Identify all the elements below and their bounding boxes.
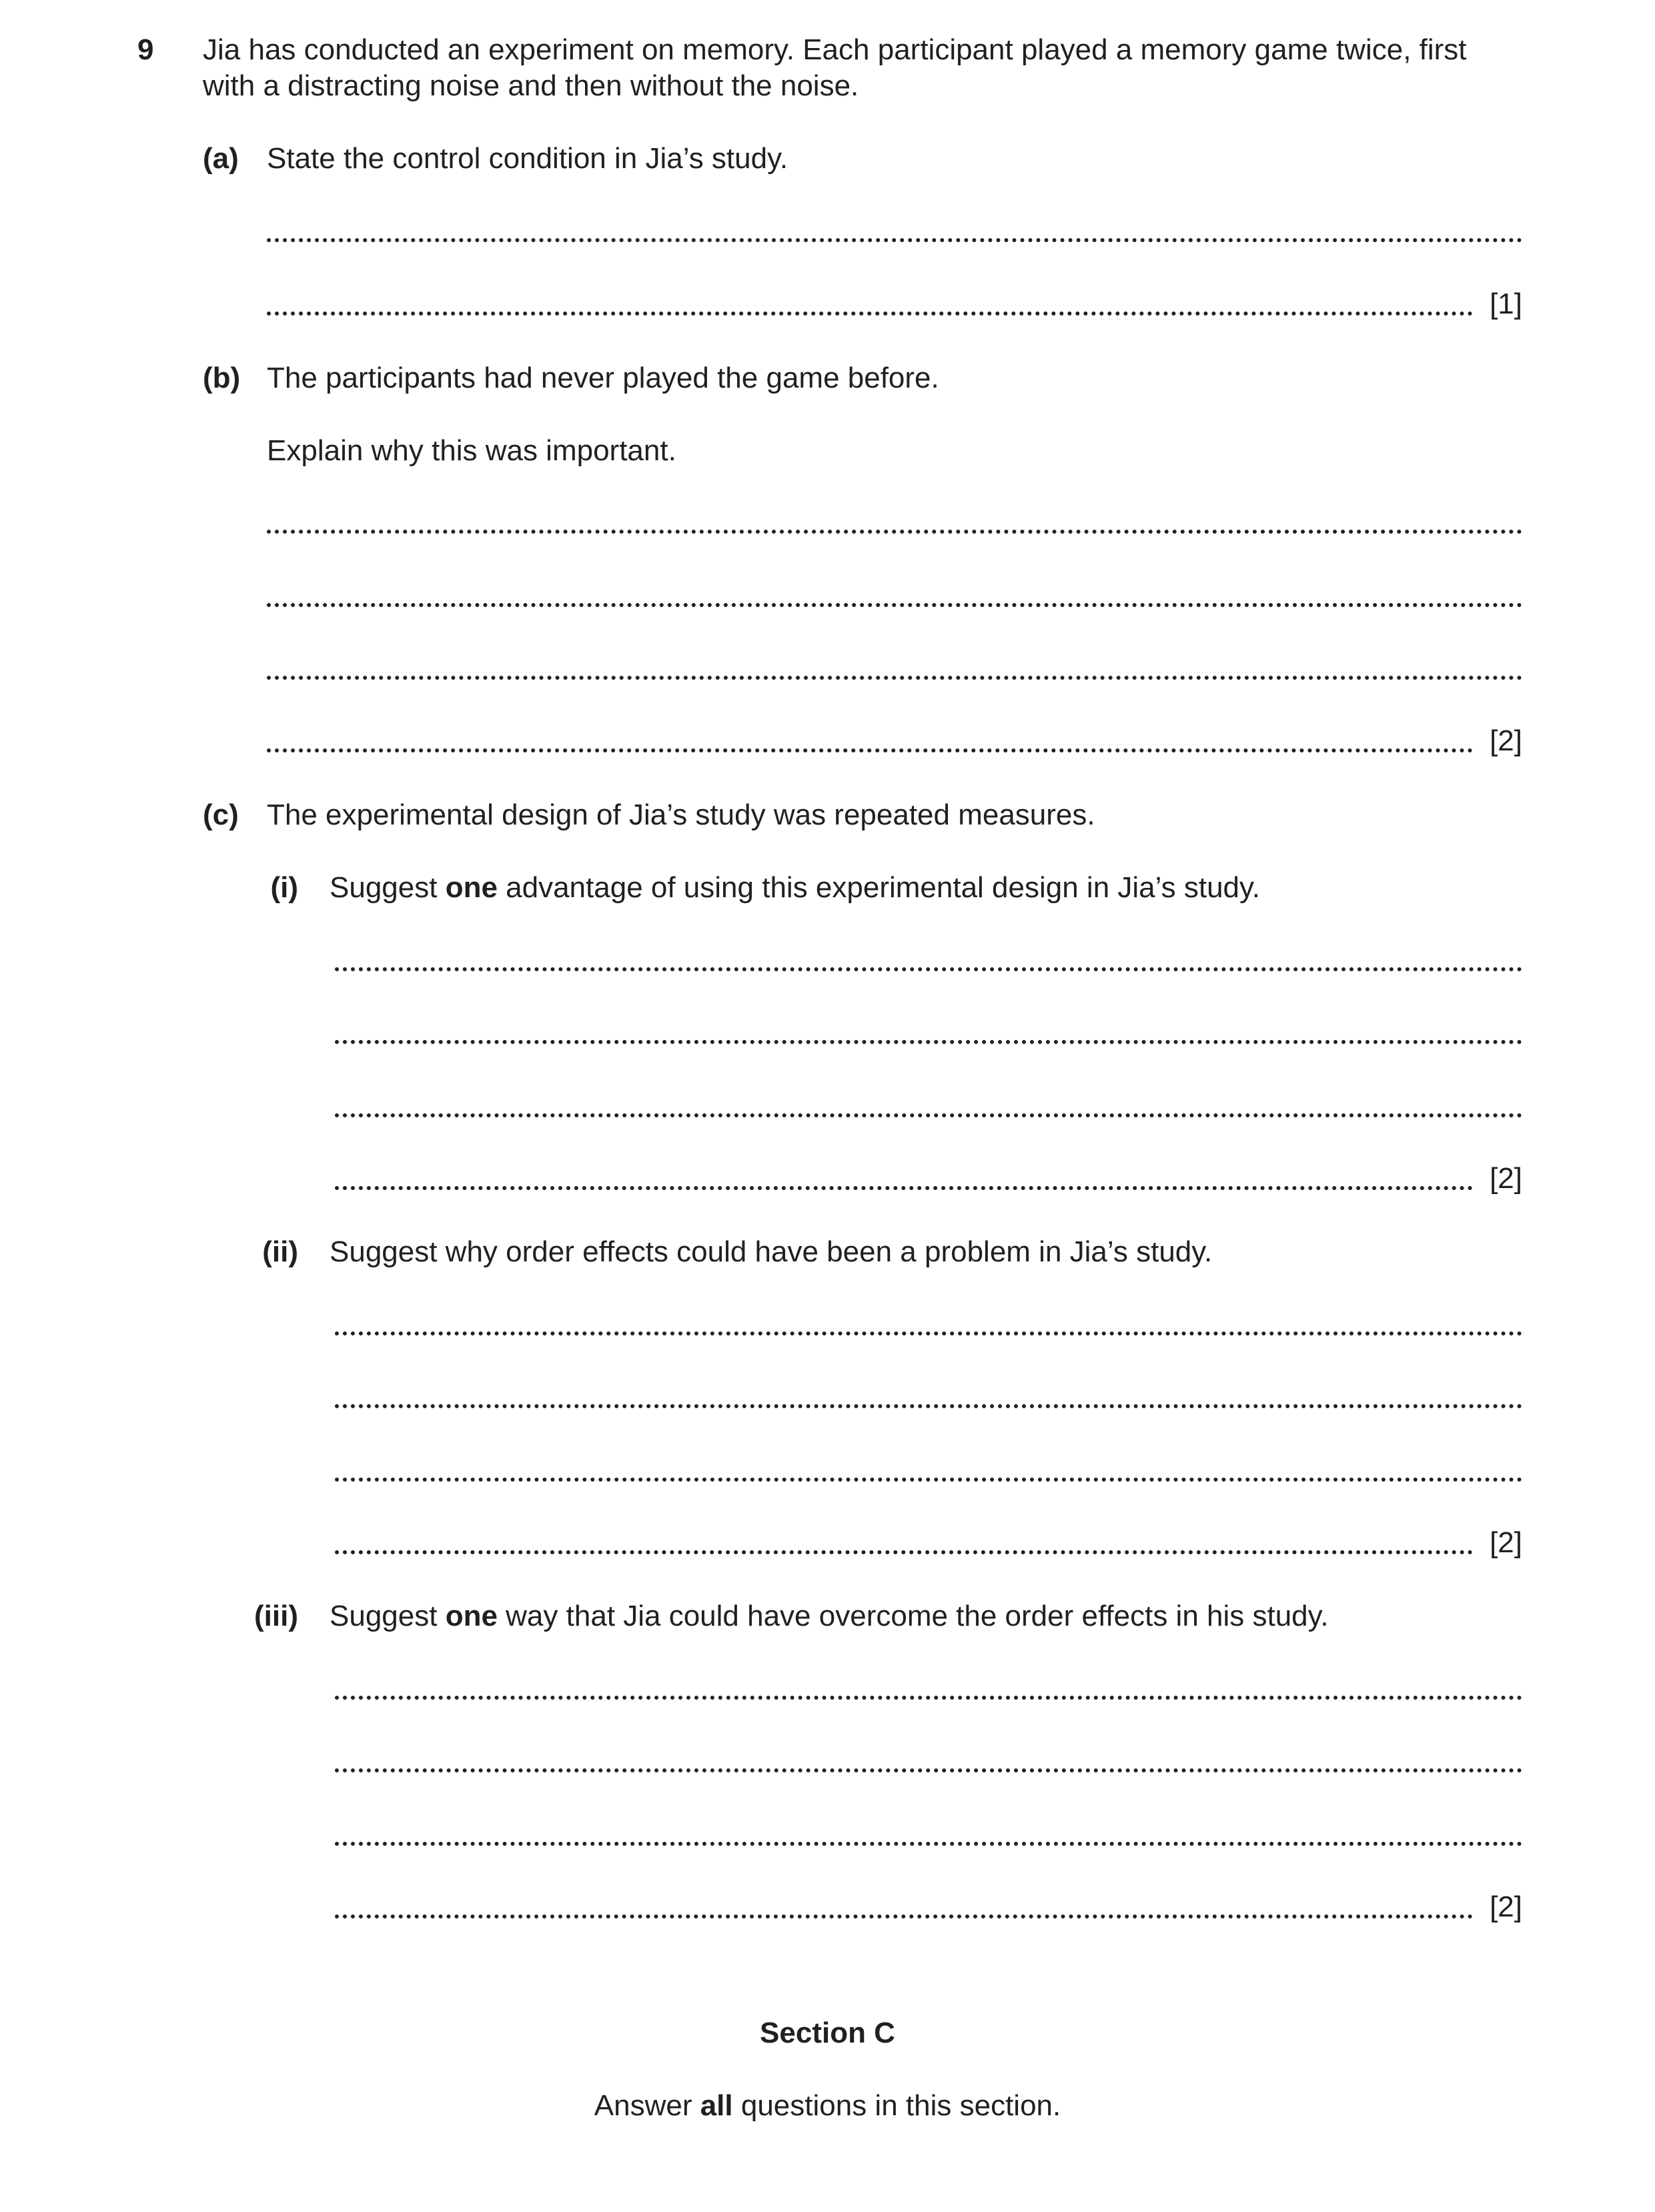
answer-line-c-ii-2[interactable]: [335, 1404, 1522, 1408]
answer-line-c-ii-4[interactable]: [335, 1550, 1473, 1554]
question-stem-line-1: Jia has conducted an experiment on memory. Each participant played a memory game twice, first: [203, 33, 1467, 66]
answer-line-c-iii-2[interactable]: [335, 1768, 1522, 1772]
answer-line-c-iii-3[interactable]: [335, 1842, 1522, 1846]
answer-line-b-2[interactable]: [267, 603, 1522, 607]
part-c-text: The experimental design of Jia’s study was repeated measures.: [267, 798, 1095, 831]
part-c-ii-marks: [2]: [1490, 1526, 1522, 1559]
part-c-ii-text: Suggest why order effects could have been a problem in Jia’s study.: [330, 1235, 1213, 1268]
answer-line-b-3[interactable]: [267, 676, 1522, 680]
question-stem-line-2: with a distracting noise and then without the noise.: [203, 69, 859, 102]
answer-line-a-2[interactable]: [267, 312, 1473, 316]
part-c-label: (c): [203, 798, 239, 831]
part-a-label: (a): [203, 142, 239, 175]
part-b-marks: [2]: [1490, 724, 1522, 757]
part-b-text-2: Explain why this was important.: [267, 434, 676, 467]
part-a-marks: [1]: [1490, 288, 1522, 320]
part-c-i-marks: [2]: [1490, 1162, 1522, 1195]
part-b-text-1: The participants had never played the game before.: [267, 362, 939, 394]
answer-line-c-ii-1[interactable]: [335, 1331, 1522, 1335]
answer-line-a-1[interactable]: [267, 238, 1522, 242]
answer-line-c-iii-4[interactable]: [335, 1914, 1473, 1918]
part-c-iii-label: (iii): [254, 1600, 298, 1632]
part-c-i-text: Suggest one advantage of using this experimental design in Jia’s study.: [330, 871, 1260, 904]
answer-line-c-iii-1[interactable]: [335, 1696, 1522, 1700]
answer-line-c-i-1[interactable]: [335, 967, 1522, 971]
answer-line-c-ii-3[interactable]: [335, 1478, 1522, 1482]
part-c-ii-label: (ii): [262, 1235, 298, 1268]
answer-line-b-1[interactable]: [267, 530, 1522, 534]
part-c-iii-marks: [2]: [1490, 1890, 1522, 1923]
section-instruction: Answer all questions in this section.: [594, 2089, 1061, 2122]
answer-line-c-i-4[interactable]: [335, 1186, 1473, 1190]
question-number: 9: [137, 33, 154, 66]
answer-line-c-i-3[interactable]: [335, 1113, 1522, 1117]
answer-line-b-4[interactable]: [267, 748, 1473, 752]
section-title: Section C: [760, 2017, 895, 2049]
part-b-label: (b): [203, 362, 241, 394]
answer-line-c-i-2[interactable]: [335, 1040, 1522, 1044]
part-c-iii-text: Suggest one way that Jia could have overcome the order effects in his study.: [330, 1600, 1329, 1632]
part-a-text: State the control condition in Jia’s study.: [267, 142, 788, 175]
part-c-i-label: (i): [270, 871, 298, 904]
